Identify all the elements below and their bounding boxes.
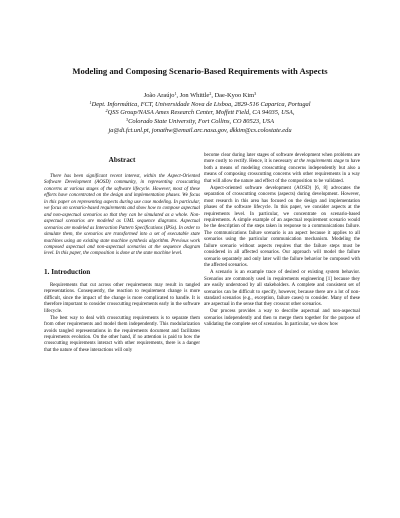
abstract-heading: Abstract — [108, 156, 136, 164]
author-block — [0, 92, 400, 136]
intro-paragraph-2: The best way to deal with crosscutting requirements is to separate them from other requirements and model them independently. This modularization avoids tangled representations in the requirements document and facilitates requirements evolution. On the other hand, if no attention is paid to how the crosscutting requirements interact with other requirements, there is a danger that the nature of these interactions will only — [44, 315, 200, 353]
intro-paragraph-1: Requirements that cut across other requirements may result in tangled representations. Consequently, the reaction to requirement change is more difficult, since the impact of the change is more complicated to handle. It is therefore important to consider crosscutting requirements early in the software lifecycle. — [44, 282, 200, 314]
abstract-text: There has been significant recent interest, within the Aspect-Oriented Software Development (AOSD) community, in representing crosscutting concerns at various stages of the software lifecycle. However, most of these efforts have concentrated on the design and implementation phases. We focus in this paper on representing aspects during use case modeling. In particular, we focus on scenario-based requirements and show how to compose aspectual and non-aspectual scenarios so that they can be simulated as a whole. Non-aspectual scenarios are modeled as UML sequence diagrams. Aspectual scenarios are modeled as Interaction Pattern Specifications (IPSs). In order to simulate them, the scenarios are transformed into a set of executable state machines using an existing state machine synthesis algorithm. Previous work composed aspectual and non-aspectual scenarios at the sequence diagram level. In this paper, the composition is done at the state machine level. — [44, 174, 200, 257]
right-column — [204, 153, 360, 329]
author-names: João Araújo$^1$, Jon Whittle$^2$, Dae-Kyoo Kim$^3$ — [143, 90, 257, 99]
affiliation-3: $^3$Colorado State University, Fort Collins, CO 80523, USA — [125, 116, 274, 126]
right-paragraph-1: become clear during later stages of software development when problems are more costly to rectify. Hence, it is necessary at the requirements stage to have both a means of modeling crosscutting concerns independently but also a means of composing crosscutting concerns with other requirements in a way that will allow the nature and effect of the composition to be validated. — [204, 153, 360, 184]
right-paragraph-4: Our process provides a way to describe aspectual and non-aspectual scenarios independently and then to merge them together for the purpose of validating the complete set of scenarios. In particular, we show how — [204, 309, 360, 328]
introduction-heading: 1. Introduction — [44, 267, 91, 276]
affiliation-2: $^2$QSS Group/NASA Ames Research Center, Moffett Field, CA 94035, USA, — [105, 108, 295, 117]
right-paragraph-3: A scenario is an example trace of desired or existing system behavior. Scenarios are commonly used in requirements engineering [1] because they are easily understood by all stakeholders. A complete and consistent set of scenarios can be difficult to specify, however, because there are a lot of non-standard scenarios (e.g., exception, failure cases) to consider. Many of these are aspectual in the sense that they crosscut other scenarios. — [204, 270, 360, 308]
paper-title: Modeling and Composing Scenario-Based Requirements with Aspects — [72, 66, 328, 76]
right-paragraph-2: Aspect-oriented software development (AOSD) [6, 8] advocates the separation of crosscutting concerns (aspects) during development. However, most research in this area has focused on the design and implementation phases of the software lifecycle. In this paper, we consider aspects at the requirements level. In particular, we concentrate on scenario-based requirements. A simple example of an aspectual requirement scenario would be the description of the steps taken in response to a communications failure. The communications failure scenario is an aspect because it applies to all scenarios using the particular communication mechanism. Modeling the failure scenario without aspects requires that the failure steps must be considered in all affected scenarios. Our approach will model the failure scenario separately and only later will the failure behavior be composed with the affected scenarios. — [204, 185, 360, 269]
affiliation-1: $^1$Dept. Informática, FCT, Universidade Nova de Lisboa, 2829-516 Caparica, Portugal — [89, 99, 311, 108]
left-column — [44, 151, 200, 354]
author-emails: ja@di.fct.unl.pt, jonathw@email.arc.nasa.gov, dkkim@cs.colostate.edu — [108, 126, 292, 134]
